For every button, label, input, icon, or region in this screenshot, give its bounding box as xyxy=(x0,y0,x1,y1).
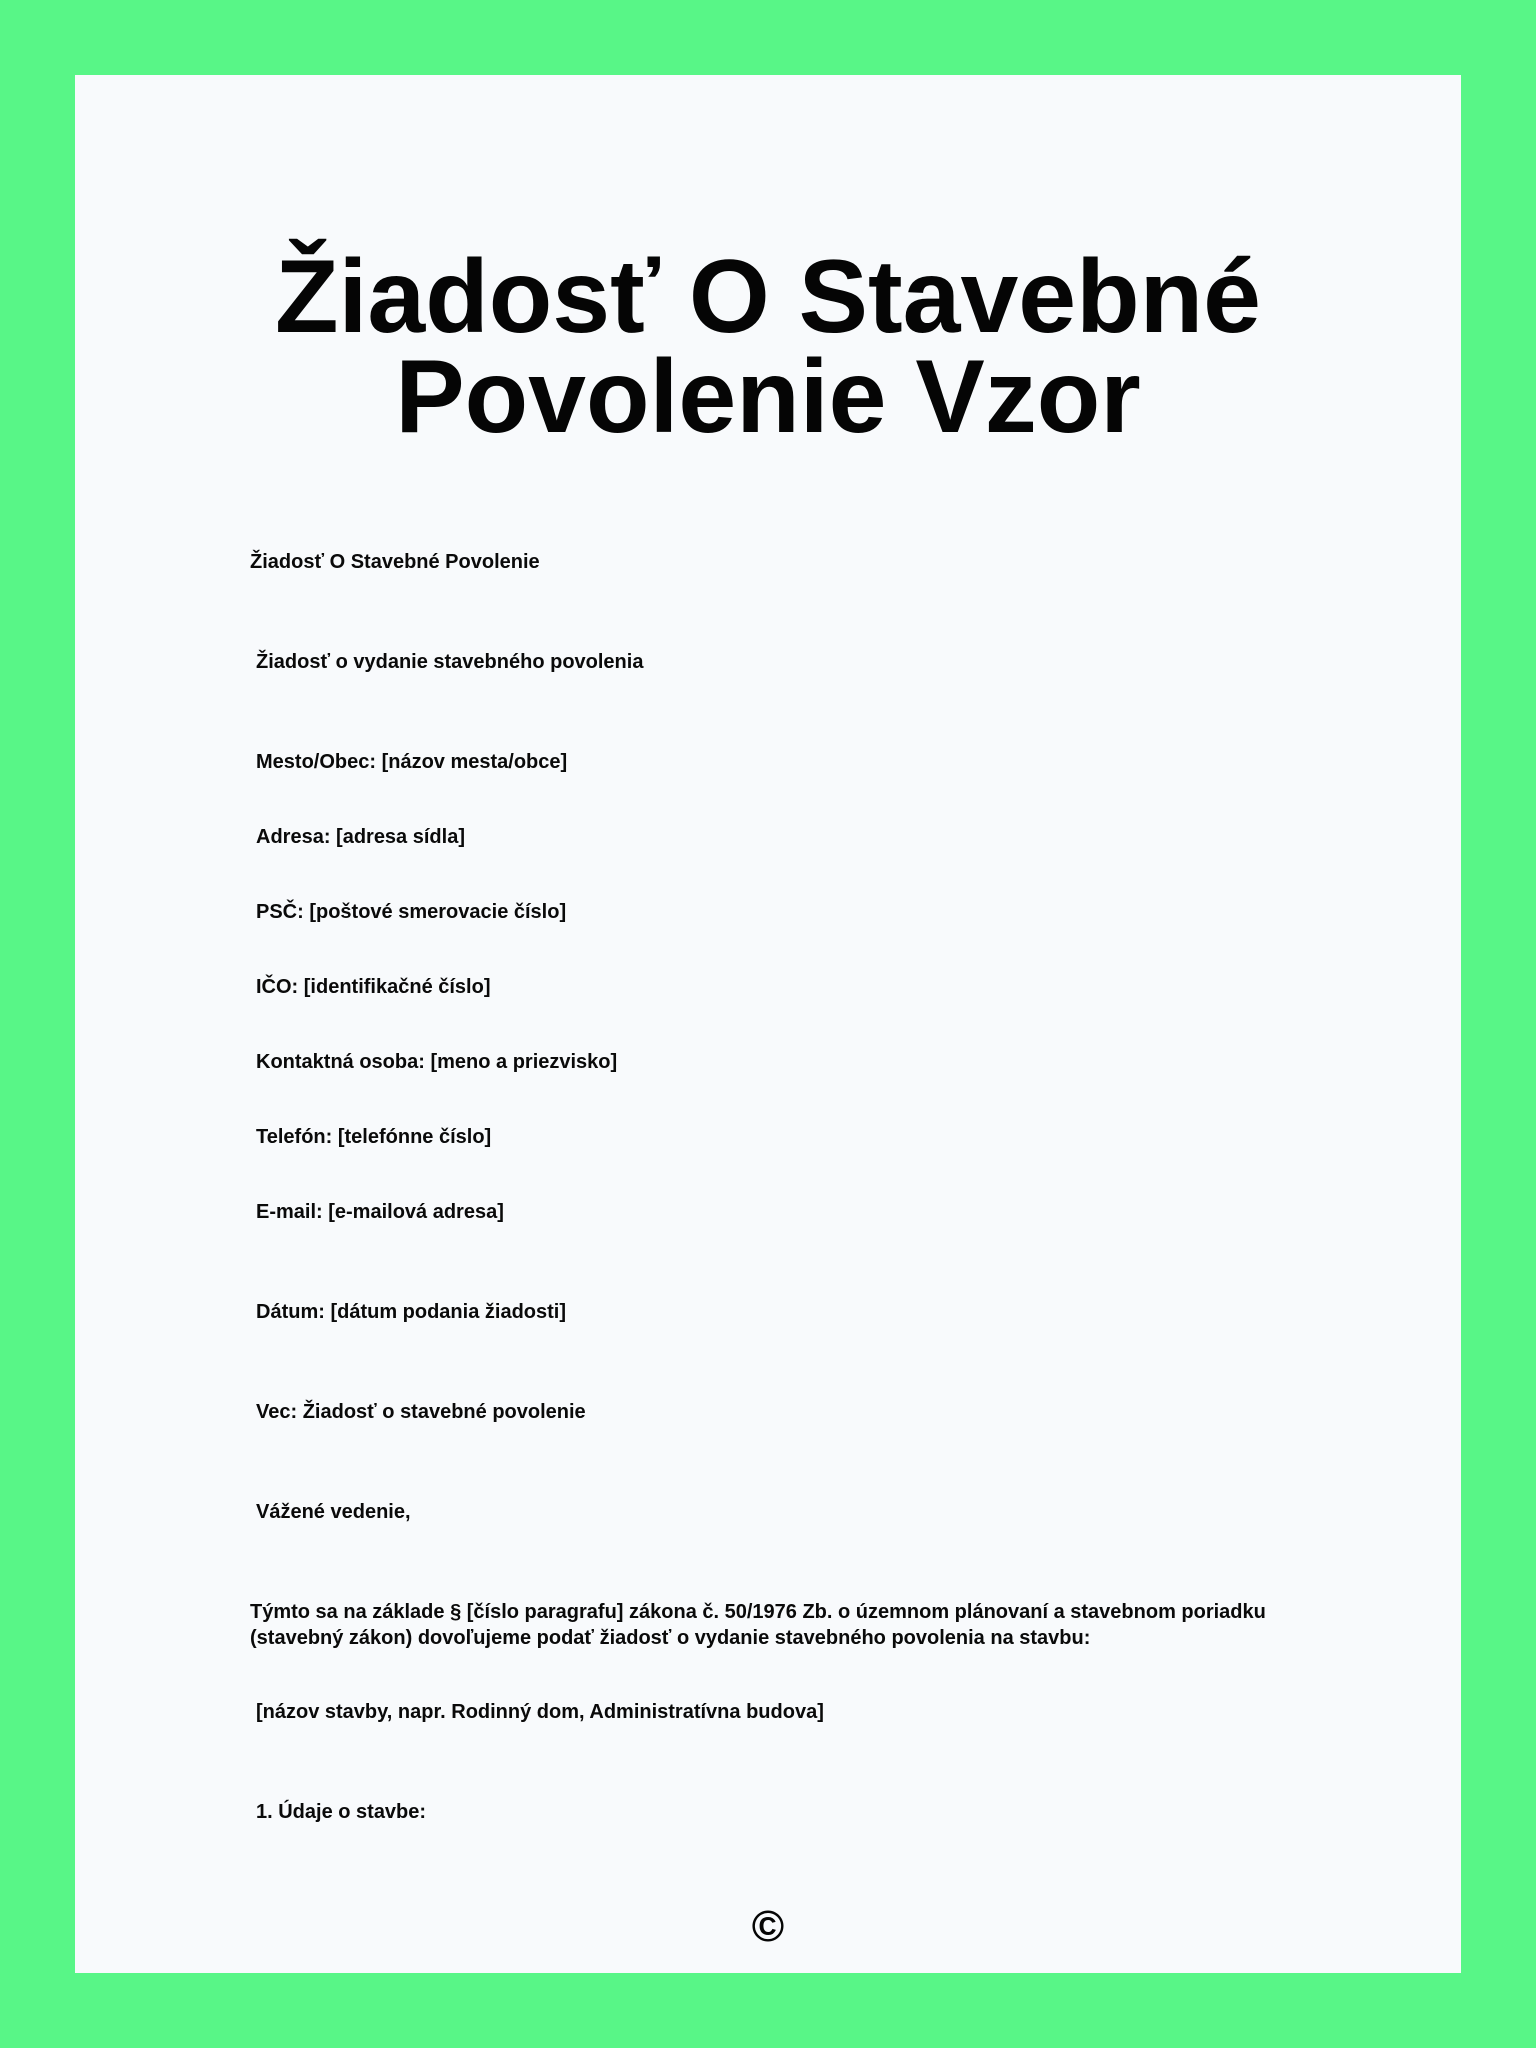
field-email: E-mail: [e-mailová adresa] xyxy=(256,1201,504,1223)
field-address: Adresa: [adresa sídla] xyxy=(256,826,465,848)
field-ico: IČO: [identifikačné číslo] xyxy=(256,976,491,998)
building-name: [názov stavby, napr. Rodinný dom, Administratívna budova] xyxy=(256,1701,824,1723)
subject-line: Vec: Žiadosť o stavebné povolenie xyxy=(256,1401,586,1423)
document-heading: Žiadosť O Stavebné Povolenie xyxy=(250,551,540,573)
field-city: Mesto/Obec: [názov mesta/obce] xyxy=(256,751,568,773)
document-subheading: Žiadosť o vydanie stavebného povolenia xyxy=(256,651,644,673)
document-page xyxy=(75,75,1461,1973)
field-phone: Telefón: [telefónne číslo] xyxy=(256,1126,492,1148)
field-postal-code: PSČ: [poštové smerovacie číslo] xyxy=(256,901,567,923)
field-contact: Kontaktná osoba: [meno a priezvisko] xyxy=(256,1051,618,1073)
date-line: Dátum: [dátum podania žiadosti] xyxy=(256,1301,566,1323)
copyright-icon: © xyxy=(751,1902,785,1951)
body-paragraph: Týmto sa na základe § [číslo paragrafu] zákona č. 50/1976 Zb. o územnom plánovaní a stavebnom poriadku (stavebný zákon) dovoľujeme podať žiadosť o vydanie stavebného povolenia na stavbu: xyxy=(250,1601,1266,1649)
section-1-heading: 1. Údaje o stavbe: xyxy=(256,1801,427,1823)
document-title: Žiadosť O Stavebné Povolenie Vzor xyxy=(274,239,1262,455)
salutation: Vážené vedenie, xyxy=(256,1501,411,1523)
